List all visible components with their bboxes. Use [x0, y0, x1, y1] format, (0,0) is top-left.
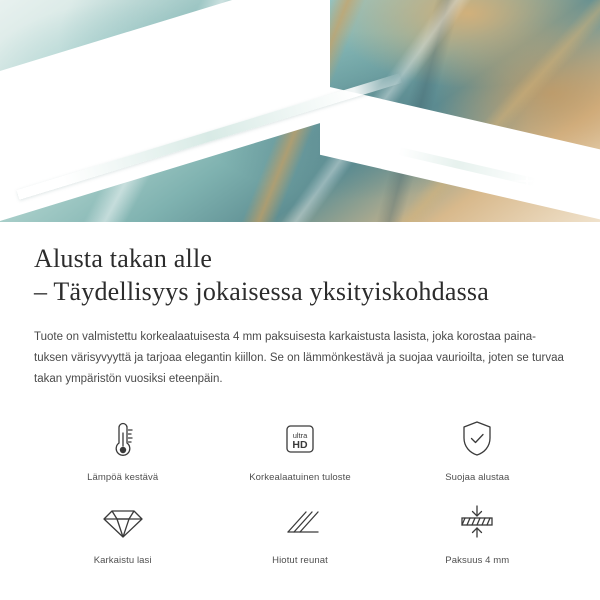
diamond-icon — [102, 499, 144, 545]
feature-grid — [34, 416, 566, 566]
feature-item-heat-resistant — [34, 416, 211, 483]
feature-label: Hiotut reunat — [272, 555, 328, 567]
svg-text:HD: HD — [292, 439, 308, 452]
svg-text:ultra: ultra — [292, 431, 308, 441]
page-title — [34, 242, 566, 309]
feature-item-print-quality — [211, 416, 388, 483]
feature-label: Karkaistu lasi — [93, 555, 152, 567]
shield-check-icon — [459, 416, 495, 462]
hero-product-image — [0, 0, 600, 222]
feature-item-tempered-glass — [34, 499, 211, 566]
feature-label: Suojaa alustaa — [445, 472, 510, 484]
description-paragraph: Tuote on valmistettu korkealaatuisesta 4 mm paksuisesta karkaistusta lasista, joka korostaa paina-tuksen värisyvyyttä ja tarjoaa elegantin kiillon. Se on lämmönkestävä ja suojaa vaurioilta, joten se turvaa takan ympäristön vuosiksi eteenpäin. — [34, 330, 564, 386]
thermometer-icon — [108, 416, 138, 462]
feature-label: Korkealaatuinen tuloste — [249, 472, 351, 484]
polished-edges-icon — [279, 499, 321, 545]
page-title-line-1: Alusta takan alle — [34, 244, 213, 273]
feature-item-polished-edges — [211, 499, 388, 566]
ultra-hd-icon — [280, 416, 320, 462]
page-title-line-2: – Täydellisyys jokaisessa yksityiskohdassa — [34, 277, 489, 307]
text-content — [0, 242, 600, 566]
thickness-icon — [456, 499, 498, 545]
feature-item-thickness — [389, 499, 566, 566]
feature-label: Paksuus 4 mm — [445, 555, 510, 567]
feature-label: Lämpöä kestävä — [87, 472, 159, 484]
feature-item-protects-surface — [389, 416, 566, 483]
